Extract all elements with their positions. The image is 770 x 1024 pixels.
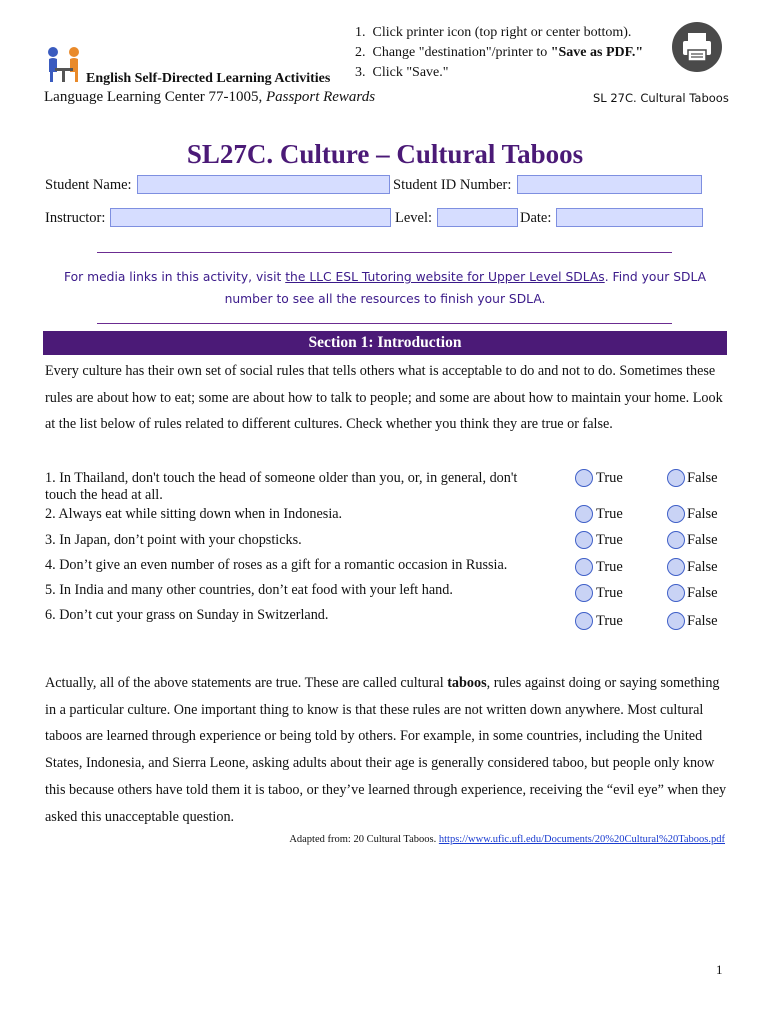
student-id-field[interactable]	[517, 175, 702, 194]
intro-paragraph: Every culture has their own set of social rules that tells others what is acceptable to do and not to do. Sometimes these rules are about how to eat; some are about how to talk to people; and some are about how to maintain your home. Look at the list below of rules related to different cultures. Check whether you think they are true or false.	[45, 363, 723, 433]
student-name-field[interactable]	[137, 175, 390, 194]
citation: Adapted from: 20 Cultural Taboos. https://www.ufic.ufl.edu/Documents/20%20Cultural%20Taboos.pdf	[289, 834, 725, 845]
page-title: SL27C. Culture – Cultural Taboos	[186, 139, 584, 169]
false-radio[interactable]	[667, 531, 685, 549]
divider-top	[97, 252, 672, 253]
true-radio[interactable]	[575, 584, 593, 602]
true-label: True	[596, 613, 623, 629]
statement-5: 5. In India and many other countries, don’t eat food with your left hand.	[45, 582, 453, 598]
false-label: False	[687, 532, 718, 548]
answer-row-3	[575, 531, 735, 551]
instructor-field[interactable]	[110, 208, 391, 227]
false-label: False	[687, 470, 718, 486]
page-number: 1	[716, 962, 723, 977]
true-label: True	[596, 559, 623, 575]
section-heading: Section 1: Introduction	[43, 331, 727, 355]
instruction-2: 2. Change "destination"/printer to "Save as PDF."	[355, 45, 644, 60]
false-radio[interactable]	[667, 505, 685, 523]
doc-code: SL 27C. Cultural Taboos	[593, 91, 729, 105]
taboos-term: taboos	[447, 675, 487, 691]
level-label: Level:	[395, 210, 433, 226]
answer-row-1	[575, 469, 735, 489]
llc-esl-tutoring-link[interactable]: the LLC ESL Tutoring website for Upper Level SDLAs	[285, 270, 605, 284]
true-radio[interactable]	[575, 558, 593, 576]
statement-1: 1. In Thailand, don't touch the head of someone older than you, or, in general, don't touch the head at all.	[45, 470, 518, 503]
date-field[interactable]	[556, 208, 703, 227]
true-label: True	[596, 585, 623, 601]
student-id-label: Student ID Number:	[393, 177, 512, 193]
instruction-1: 1. Click printer icon (top right or center bottom).	[355, 25, 632, 40]
statement-3: 3. In Japan, don’t point with your chopsticks.	[45, 532, 302, 548]
statement-4: 4. Don’t give an even number of roses as a gift for a romantic occasion in Russia.	[45, 557, 508, 573]
media-note: For media links in this activity, visit the LLC ESL Tutoring website for Upper Level SDLAs. Find your SDLA number to see all the resources to finish your SDLA.	[63, 270, 707, 306]
print-button[interactable]	[672, 22, 722, 72]
print-instructions	[355, 23, 643, 83]
printer-icon	[672, 22, 722, 72]
true-label: True	[596, 470, 623, 486]
student-name-label: Student Name:	[45, 177, 132, 193]
false-radio[interactable]	[667, 558, 685, 576]
false-radio[interactable]	[667, 612, 685, 630]
false-label: False	[687, 613, 718, 629]
false-label: False	[687, 559, 718, 575]
date-label: Date:	[520, 210, 552, 226]
conclusion-paragraph: Actually, all of the above statements are true. These are called cultural taboos, rules against doing or saying something in a particular culture. One important thing to know is that these rules are not written down anywhere. Most cultural taboos are learned through experience or being told by others. For example, in some countries, including the United States, Indonesia, and Sierra Leone, asking adults about their age is generally considered taboo, but people only know this because others have told them it is taboo, or they’ve learned through experience, receiving the “evil eye” when they asked this unacceptable question.	[45, 675, 727, 825]
true-radio[interactable]	[575, 531, 593, 549]
answer-row-5	[575, 584, 735, 604]
instructor-label: Instructor:	[45, 210, 106, 226]
answer-row-4	[575, 558, 735, 578]
true-radio[interactable]	[575, 469, 593, 487]
instruction-3: 3. Click "Save."	[355, 65, 449, 80]
false-label: False	[687, 506, 718, 522]
false-radio[interactable]	[667, 584, 685, 602]
org-title: English Self-Directed Learning Activities	[86, 71, 331, 86]
false-radio[interactable]	[667, 469, 685, 487]
true-label: True	[596, 532, 623, 548]
answer-row-2	[575, 505, 735, 525]
true-radio[interactable]	[575, 505, 593, 523]
statement-2: 2. Always eat while sitting down when in Indonesia.	[45, 506, 343, 522]
false-label: False	[687, 585, 718, 601]
true-label: True	[596, 506, 623, 522]
llc-logo	[44, 44, 84, 84]
answer-row-6	[575, 612, 735, 632]
statement-6: 6. Don’t cut your grass on Sunday in Switzerland.	[45, 607, 329, 623]
center-name: Language Learning Center 77-1005,	[44, 89, 263, 105]
level-field[interactable]	[437, 208, 518, 227]
center-line	[44, 89, 375, 106]
citation-link[interactable]: https://www.ufic.ufl.edu/Documents/20%20Cultural%20Taboos.pdf	[438, 834, 725, 845]
divider-bottom	[97, 323, 672, 324]
true-radio[interactable]	[575, 612, 593, 630]
program-name: Passport Rewards	[266, 89, 376, 105]
